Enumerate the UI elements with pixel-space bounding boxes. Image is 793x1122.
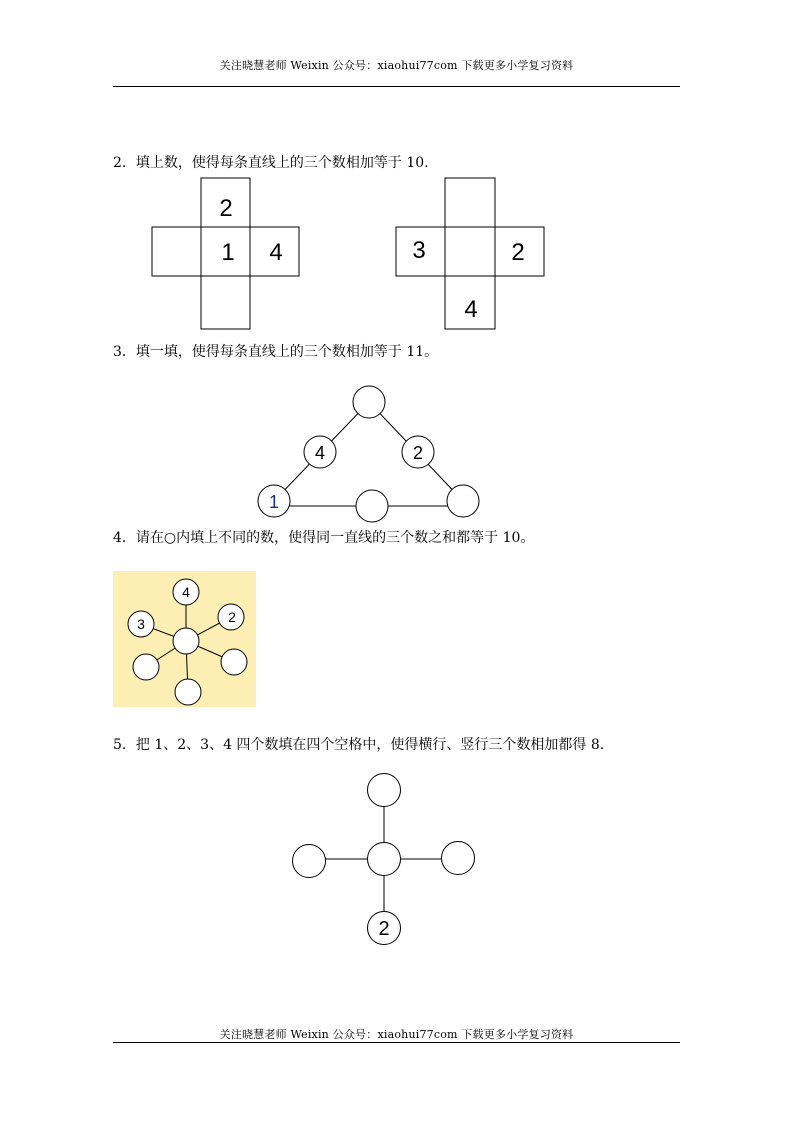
cross-grid-2: [396, 178, 544, 329]
star-circle-lower-right[interactable]: [221, 649, 247, 675]
plus-figure: [293, 774, 475, 945]
cross1-num-top: 2: [219, 195, 233, 222]
star-num-top: 4: [182, 584, 190, 600]
plus-circle-top[interactable]: [368, 774, 401, 807]
plus-circle-left[interactable]: [293, 845, 326, 878]
triangle-num-right-mid: 2: [412, 443, 424, 463]
cross2-num-left: 3: [412, 237, 426, 264]
triangle-figure: [258, 386, 479, 522]
star-num-upper-right: 2: [228, 609, 236, 625]
star-num-upper-left: 3: [137, 616, 145, 632]
cross1-cell-left[interactable]: [152, 227, 201, 276]
page-footer: 关注晓慧老师 Weixin 公众号：xiaohui77com 下载更多小学复习资料: [219, 1028, 574, 1041]
cross1-num-right: 4: [269, 239, 283, 266]
plus-num-bottom: 2: [378, 918, 390, 940]
star-circle-bottom[interactable]: [175, 679, 201, 705]
question-4-text: 4．请在○内填上不同的数，使得同一直线的三个数之和都等于 10。: [113, 530, 535, 546]
question-5-text: 5．把 1、2、3、4 四个数填在四个空格中，使得横行、竖行三个数相加都得 8.: [113, 737, 605, 753]
footer-rule: [113, 1042, 680, 1043]
cross-grid-1: [152, 178, 299, 329]
triangle-num-left-mid: 4: [314, 443, 326, 463]
question-2-text: 2．填上数，使得每条直线上的三个数相加等于 10.: [113, 155, 429, 171]
star-figure: [113, 571, 256, 707]
cross1-cell-bottom[interactable]: [201, 276, 250, 329]
cross2-num-bottom: 4: [464, 296, 478, 323]
triangle-circle-bottom-mid[interactable]: [356, 490, 388, 522]
question-3-text: 3．填一填，使得每条直线上的三个数相加等于 11。: [113, 344, 439, 360]
page-header: 关注晓慧老师 Weixin 公众号：xiaohui77com 下载更多小学复习资料: [219, 59, 574, 72]
star-circle-center[interactable]: [173, 628, 199, 654]
cross2-num-right: 2: [511, 239, 525, 266]
cross1-num-center: 1: [221, 239, 235, 266]
triangle-num-bottom-left: 1: [268, 492, 280, 512]
triangle-circle-top[interactable]: [353, 386, 385, 418]
triangle-circle-bottom-right[interactable]: [447, 485, 479, 517]
star-circle-lower-left[interactable]: [133, 654, 159, 680]
plus-circle-center[interactable]: [368, 843, 401, 876]
cross2-cell-center[interactable]: [445, 227, 495, 276]
plus-circle-right[interactable]: [442, 842, 475, 875]
cross2-cell-top[interactable]: [445, 178, 495, 227]
